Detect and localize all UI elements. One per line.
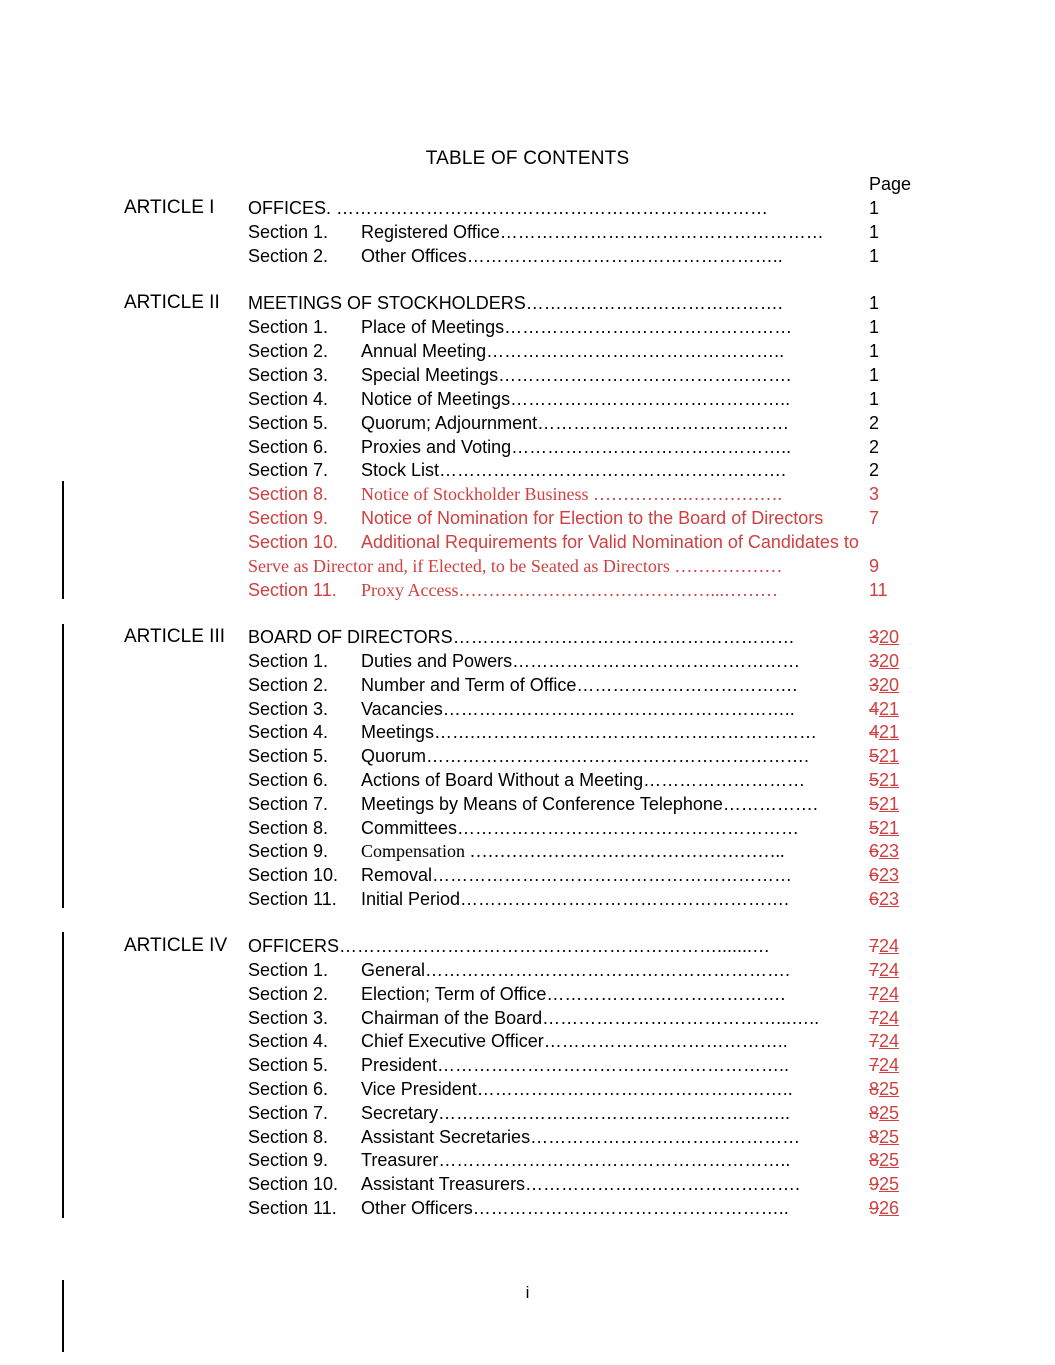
section-title: Meetings…….………………………………………………… [361, 722, 818, 743]
section-title: Notice of Meetings……………………………………….. [361, 389, 791, 409]
article-title: MEETINGS OF STOCKHOLDERS……………………………………. [248, 293, 783, 313]
toc-title: TABLE OF CONTENTS [425, 148, 630, 169]
section-title: Compensation …………………………………………….. [361, 841, 785, 862]
page-new: 23 [879, 865, 900, 886]
page-number [869, 1101, 899, 1125]
section-title: General……………………………………………………. [361, 960, 791, 980]
page-number [869, 934, 899, 958]
page-new: 20 [879, 674, 900, 695]
section-title: Special Meetings…………………………………………. [361, 365, 792, 385]
section-label: Section 2. [248, 674, 329, 695]
article-title: OFFICES. [248, 198, 332, 218]
page-number [869, 1029, 899, 1053]
page-old: 8 [869, 1126, 880, 1147]
section-label: Section 9. [248, 508, 329, 528]
page-old: 4 [869, 722, 880, 743]
section-label: Section 4. [248, 722, 329, 743]
page-number [869, 673, 899, 697]
page-old: 7 [869, 983, 880, 1004]
page-number: 1 [869, 389, 880, 409]
page-old: 6 [869, 889, 880, 909]
section-label: Section 11. [248, 580, 337, 600]
article-label: ARTICLE II [124, 292, 220, 313]
page-new: 21 [879, 793, 900, 814]
toc-section-row[interactable] [0, 649, 1055, 673]
section-title: Additional Requirements for Valid Nomination of Candidates to [361, 532, 859, 552]
page-column-header: Page [869, 174, 912, 194]
page-old: 7 [869, 960, 880, 980]
section-label: Section 7. [248, 1102, 329, 1123]
section-title: President………………………………………………….. [361, 1055, 790, 1076]
toc-section-row[interactable] [0, 1006, 1055, 1030]
article-label: ARTICLE IV [124, 935, 228, 956]
page-number [869, 887, 899, 911]
page-number: 1 [869, 293, 880, 313]
section-label: Section 1. [248, 651, 329, 671]
page-old: 6 [869, 841, 880, 862]
section-title: Quorum………………………………………………………. [361, 746, 810, 767]
page-number: 1 [869, 317, 880, 337]
section-title: Place of Meetings………………………………………… [361, 317, 793, 337]
toc-section-row[interactable] [0, 339, 1055, 363]
section-title: Registered Office……………………………………………… [361, 222, 824, 242]
section-title: Election; Term of Office…………………………………. [361, 983, 786, 1004]
section-title: Stock List…………………………………………………. [361, 460, 787, 480]
toc-section-row[interactable] [0, 220, 1055, 244]
page-number: 9 [869, 556, 880, 576]
page-old: 8 [869, 1150, 880, 1171]
section-label: Section 8. [248, 1126, 329, 1147]
section-label: Section 10. [248, 1174, 339, 1195]
page-new: 21 [879, 746, 900, 767]
section-label: Section 4. [248, 1031, 329, 1052]
article-title: OFFICERS……………………………………………………….......… [248, 936, 771, 956]
page-old: 9 [869, 1198, 880, 1218]
section-label: Section 7. [248, 460, 329, 480]
toc-inserted-section-row[interactable] [0, 506, 1055, 530]
page-old: 8 [869, 1102, 880, 1123]
page-number [869, 1196, 899, 1220]
page-old: 3 [869, 627, 880, 647]
section-label: Section 9. [248, 1150, 329, 1171]
page-number [869, 625, 899, 649]
page-new: 20 [879, 627, 900, 647]
toc-section-row[interactable] [0, 887, 1055, 911]
section-title-continuation: Serve as Director and, if Elected, to be Seated as Directors ……………… [248, 556, 783, 576]
toc-section-row[interactable] [0, 1172, 1055, 1196]
page-old: 6 [869, 865, 880, 886]
section-label: Section 8. [248, 817, 329, 838]
toc-section-row[interactable] [0, 697, 1055, 721]
page-number: 2 [869, 460, 880, 480]
page-number: 1 [869, 341, 880, 361]
page-number [869, 1077, 899, 1101]
page-number: 1 [869, 198, 880, 218]
toc-article-row[interactable] [0, 291, 1055, 315]
section-title: Vacancies………………………………………………….. [361, 698, 795, 719]
section-title: Treasurer………………………………………………….. [361, 1150, 791, 1171]
section-label: Section 5. [248, 413, 329, 433]
page-number [869, 1053, 899, 1077]
section-label: Section 2. [248, 246, 329, 266]
section-title: Number and Term of Office………………………………. [361, 674, 798, 695]
toc-inserted-section-continuation[interactable] [0, 554, 1055, 578]
section-title: Notice of Nomination for Election to the Board of Directors [361, 508, 824, 528]
page-new: 20 [879, 651, 900, 671]
page-new: 25 [879, 1079, 900, 1099]
page-number [869, 744, 899, 768]
section-label: Section 1. [248, 222, 329, 242]
toc-inserted-section-row[interactable] [0, 530, 1055, 554]
page-old: 7 [869, 1007, 880, 1028]
page-number [869, 816, 899, 840]
section-title: Chief Executive Officer………………………………….. [361, 1031, 788, 1052]
page-number [869, 792, 899, 816]
page-number [869, 768, 899, 792]
toc-section-row[interactable] [0, 720, 1055, 744]
section-title: Duties and Powers………………………………………… [361, 651, 801, 671]
page-old: 8 [869, 1079, 880, 1099]
page-number [869, 1172, 899, 1196]
page-new: 24 [879, 936, 900, 956]
page-number: 2 [869, 437, 880, 457]
page-number: 11 [869, 580, 888, 600]
page-old: 7 [869, 1031, 880, 1052]
toc-section-row[interactable] [0, 411, 1055, 435]
toc-article-row[interactable] [0, 196, 1055, 220]
section-title: Quorum; Adjournment…………………………………… [361, 413, 790, 433]
toc-article-row[interactable] [0, 934, 1055, 958]
page-new: 21 [879, 722, 900, 743]
toc-section-row[interactable] [0, 958, 1055, 982]
page-new: 25 [879, 1150, 900, 1171]
page-number [869, 863, 899, 887]
section-title: Secretary………………………………………………….. [361, 1102, 791, 1123]
section-label: Section 6. [248, 437, 329, 457]
section-label: Section 3. [248, 698, 329, 719]
page-number [869, 982, 899, 1006]
page-new: 24 [879, 983, 900, 1004]
section-title: Assistant Treasurers………………………………………. [361, 1174, 801, 1195]
section-title: Chairman of the Board…………………………………...….. [361, 1007, 820, 1028]
page-number [869, 720, 899, 744]
page-new: 24 [879, 1055, 900, 1076]
toc-section-row[interactable] [0, 244, 1055, 268]
page-new: 21 [879, 770, 900, 790]
page-number: 1 [869, 365, 880, 385]
page-number: 1 [869, 246, 880, 266]
article-leader: ……………………………………………………………… [336, 198, 768, 218]
page-new: 25 [879, 1102, 900, 1123]
toc-section-row[interactable] [0, 816, 1055, 840]
article-title: BOARD OF DIRECTORS………………………………………………… [248, 627, 795, 647]
section-label: Section 4. [248, 389, 329, 409]
toc-section-row[interactable] [0, 1148, 1055, 1172]
section-title: Removal…………………………………………………… [361, 865, 793, 886]
section-title: Actions of Board Without a Meeting……………………… [361, 770, 806, 790]
page-number [869, 697, 899, 721]
toc-section-row[interactable] [0, 1101, 1055, 1125]
toc-section-row[interactable] [0, 744, 1055, 768]
section-title: Meetings by Means of Conference Telephone……………. [361, 793, 818, 814]
page-old: 3 [869, 674, 880, 695]
toc-section-row[interactable] [0, 363, 1055, 387]
page-new: 21 [879, 817, 900, 838]
toc-section-row[interactable] [0, 1077, 1055, 1101]
toc-section-row[interactable] [0, 1125, 1055, 1149]
page-new: 24 [879, 1031, 900, 1052]
page-number [869, 649, 899, 673]
section-label: Section 9. [248, 841, 329, 862]
page-new: 21 [879, 698, 900, 719]
article-label: ARTICLE III [124, 626, 226, 647]
page-number: 2 [869, 413, 880, 433]
page-new: 25 [879, 1174, 900, 1195]
section-title: Committees………………………………………………… [361, 817, 800, 838]
article-label: ARTICLE I [124, 197, 215, 218]
toc-section-row[interactable] [0, 1053, 1055, 1077]
page-new: 25 [879, 1126, 900, 1147]
section-title: Vice President…………………………………………….. [361, 1079, 793, 1099]
section-title: Initial Period………………………………………………. [361, 889, 790, 909]
section-title: Other Offices…………………………………………….. [361, 246, 783, 266]
page-old: 7 [869, 936, 880, 956]
page-new: 24 [879, 960, 900, 980]
section-label: Section 8. [248, 484, 329, 504]
page-number [869, 1125, 899, 1149]
section-label: Section 11. [248, 1198, 337, 1218]
toc-section-row[interactable] [0, 435, 1055, 459]
section-label: Section 2. [248, 341, 329, 361]
page-old: 9 [869, 1174, 880, 1195]
page-new: 23 [879, 841, 900, 862]
toc-article-row[interactable] [0, 625, 1055, 649]
section-title: Proxy Access……………………………………...……… [361, 580, 778, 600]
toc-section-row[interactable] [0, 768, 1055, 792]
section-title: Proxies and Voting……………………………………….. [361, 437, 792, 457]
page-number [869, 1148, 899, 1172]
section-label: Section 2. [248, 983, 329, 1004]
page-old: 5 [869, 746, 880, 767]
toc-section-row[interactable] [0, 792, 1055, 816]
section-label: Section 3. [248, 365, 329, 385]
section-label: Section 10. [248, 532, 339, 552]
footer-page-number: i [525, 1283, 530, 1302]
toc-inserted-section-row[interactable] [0, 578, 1055, 602]
toc-section-row[interactable] [0, 1029, 1055, 1053]
page-number: 1 [869, 222, 880, 242]
page-new: 26 [879, 1198, 900, 1218]
page-new: 23 [879, 889, 900, 909]
section-label: Section 3. [248, 1007, 329, 1028]
section-title: Assistant Secretaries……………………………………… [361, 1126, 801, 1147]
toc-section-row[interactable] [0, 673, 1055, 697]
toc-inserted-section-row[interactable] [0, 482, 1055, 506]
toc-section-row[interactable] [0, 839, 1055, 863]
toc-section-row[interactable] [0, 1196, 1055, 1220]
page-old: 3 [869, 651, 880, 671]
page-number [869, 1006, 899, 1030]
section-title: Other Officers…………………………………………….. [361, 1198, 789, 1218]
toc-section-row[interactable] [0, 315, 1055, 339]
toc-section-row[interactable] [0, 387, 1055, 411]
page-number: 3 [869, 484, 880, 504]
section-label: Section 1. [248, 960, 329, 980]
page-old: 7 [869, 1055, 880, 1076]
section-label: Section 5. [248, 1055, 329, 1076]
page-old: 5 [869, 817, 880, 838]
section-label: Section 10. [248, 865, 339, 886]
page-old: 4 [869, 698, 880, 719]
section-label: Section 6. [248, 770, 329, 790]
section-title: Annual Meeting………………………………………….. [361, 341, 785, 361]
page-number [869, 958, 899, 982]
section-label: Section 1. [248, 317, 329, 337]
page-new: 24 [879, 1007, 900, 1028]
toc-section-row[interactable] [0, 458, 1055, 482]
toc-section-row[interactable] [0, 982, 1055, 1006]
page-number: 7 [869, 508, 880, 528]
section-label: Section 5. [248, 746, 329, 767]
page-number [869, 839, 899, 863]
section-title: Notice of Stockholder Business …………….……………. [361, 484, 782, 504]
page-old: 5 [869, 793, 880, 814]
page-old: 5 [869, 770, 880, 790]
section-label: Section 7. [248, 793, 329, 814]
section-label: Section 11. [248, 889, 337, 909]
toc-section-row[interactable] [0, 863, 1055, 887]
section-label: Section 6. [248, 1079, 329, 1099]
